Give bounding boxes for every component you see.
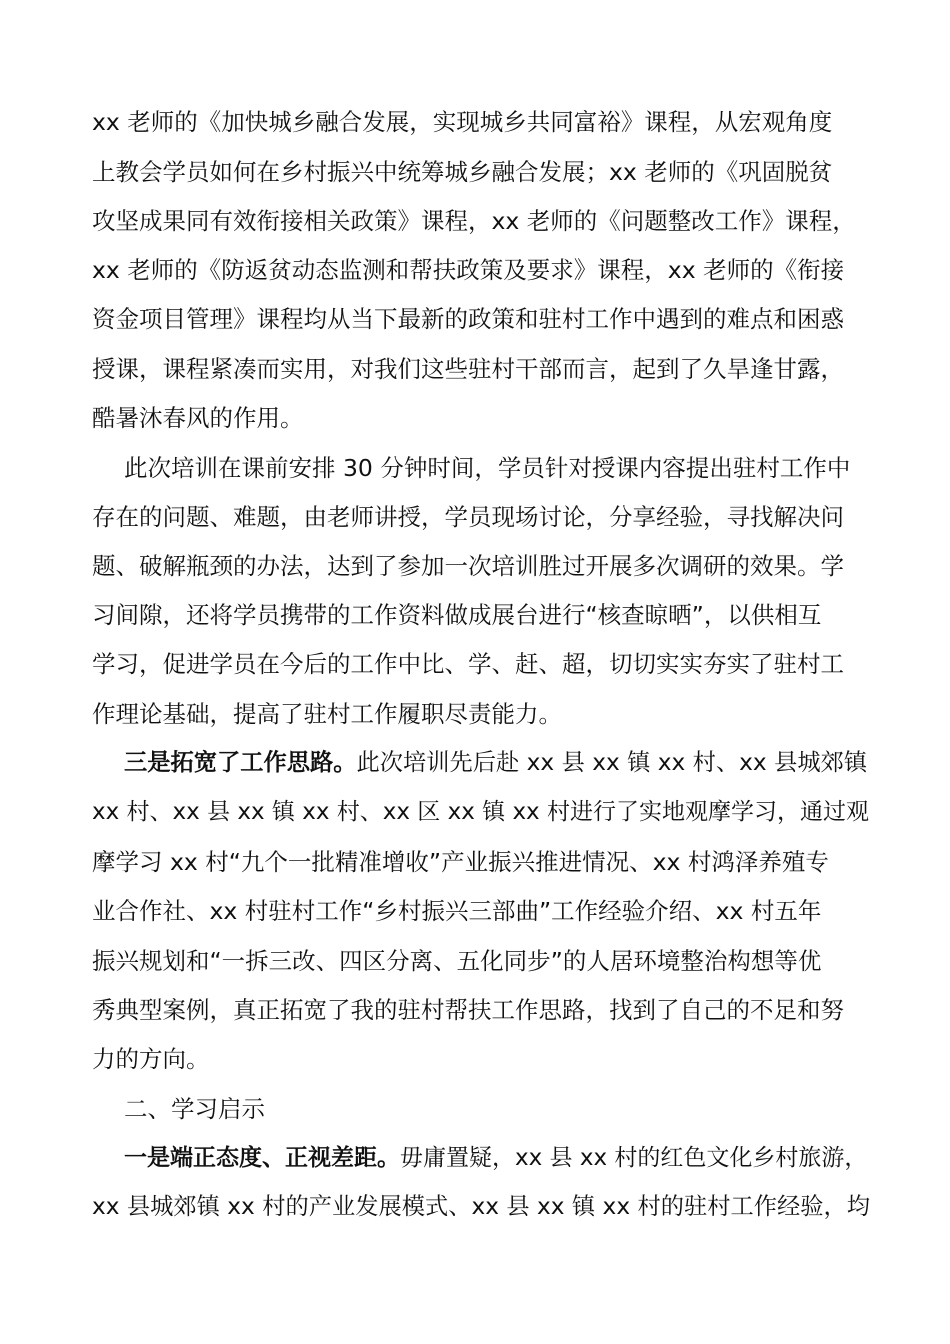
text-line: 上教会学员如何在乡村振兴中统筹城乡融合发展；xx 老师的《巩固脱贫 bbox=[92, 158, 833, 186]
text-line: 存在的问题、难题，由老师讲授，学员现场讨论，分享经验，寻找解决问 bbox=[92, 503, 844, 531]
paragraph-heading: 三是拓宽了工作思路。 bbox=[124, 749, 357, 776]
text-line: xx 老师的《加快城乡融合发展，实现城乡共同富裕》课程，从宏观角度 bbox=[92, 108, 833, 136]
text-line: 摩学习 xx 村“九个一批精准增收”产业振兴推进情况、xx 村鸿泽养殖专 bbox=[92, 848, 829, 876]
paragraph-heading: 一是端正态度、正视差距。 bbox=[124, 1145, 400, 1171]
text-line: 学习，促进学员在今后的工作中比、学、赶、超，切切实实夯实了驻村工 bbox=[92, 650, 844, 678]
text-line: 酷暑沐春风的作用。 bbox=[92, 404, 304, 432]
text-line: 题、破解瓶颈的办法，达到了参加一次培训胜过开展多次调研的效果。学 bbox=[92, 552, 844, 580]
text-line: xx 县城郊镇 xx 村的产业发展模式、xx 县 xx 镇 xx 村的驻村工作经验，均 bbox=[92, 1193, 870, 1220]
text-line: 习间隙，还将学员携带的工作资料做成展台进行“核查晾晒”，以供相互 bbox=[92, 601, 822, 629]
paragraph-text: 毋庸置疑，xx 县 xx 村的红色文化乡村旅游， bbox=[400, 1145, 868, 1171]
text-line: 此次培训在课前安排 30 分钟时间，学员针对授课内容提出驻村工作中 bbox=[124, 454, 851, 482]
text-line bbox=[124, 743, 872, 783]
text-line: 秀典型案例，真正拓宽了我的驻村帮扶工作思路，找到了自己的不足和努 bbox=[92, 996, 844, 1024]
text-line: 二、学习启示 bbox=[124, 1095, 265, 1123]
text-line: 资金项目管理》课程均从当下最新的政策和驻村工作中遇到的难点和困惑 bbox=[92, 305, 844, 333]
text-line: 攻坚成果同有效衔接相关政策》课程，xx 老师的《问题整改工作》课程， bbox=[92, 207, 856, 235]
text-line: 业合作社、xx 村驻村工作“乡村振兴三部曲”工作经验介绍、xx 村五年 bbox=[92, 897, 822, 925]
text-line: 作理论基础，提高了驻村工作履职尽责能力。 bbox=[92, 700, 562, 728]
text-line: 振兴规划和“一拆三改、四区分离、五化同步”的人居环境整治构想等优 bbox=[92, 947, 822, 975]
paragraph-text: 此次培训先后赴 xx 县 xx 镇 xx 村、xx 县城郊镇 bbox=[356, 749, 868, 776]
text-line bbox=[124, 1138, 872, 1178]
text-line: 授课，课程紧凑而实用，对我们这些驻村干部而言，起到了久旱逢甘露， bbox=[92, 355, 844, 383]
text-line: xx 老师的《防返贫动态监测和帮扶政策及要求》课程，xx 老师的《衔接 bbox=[92, 256, 845, 284]
text-line: xx 村、xx 县 xx 镇 xx 村、xx 区 xx 镇 xx 村进行了实地观摩学习，通过观 bbox=[92, 799, 869, 825]
text-line: 力的方向。 bbox=[92, 1045, 210, 1073]
